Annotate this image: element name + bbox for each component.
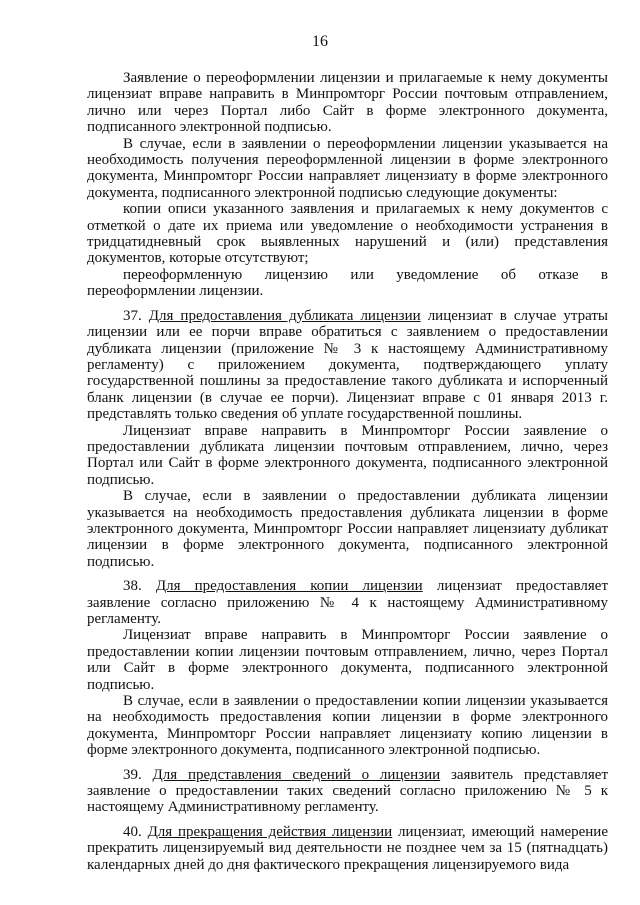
paragraph-reissue-electronic: В случае, если в заявлении о переоформлении лицензии указывается на необходимость получения переоформленной лицензии в форме электронного документа, Минпромторг России направляет лицензиату в форме электронного документа, подписанного электронной подписью следующие документы: xyxy=(87,135,608,201)
paragraph-copy-submission: Лицензиат вправе направить в Минпромторг России заявление о предоставлении копии лицензии почтовым отправлением, лично, через Портал или Сайт в форме электронного документа, подписанного электронной подписью. xyxy=(87,627,608,693)
clause-37-duplicate xyxy=(87,308,608,423)
clause-number: 37. xyxy=(123,307,142,324)
clause-heading-underlined: Для прекращения действия лицензии xyxy=(147,823,393,840)
page-number: 16 xyxy=(312,33,328,50)
clause-heading-underlined: Для представления сведений о лицензии xyxy=(152,766,441,783)
paragraph-copy-electronic: В случае, если в заявлении о предоставлении копии лицензии указывается на необходимость предоставления копии лицензии в форме электронного документа, Минпромторг России направляет лицензиату копию лицензии в форме электронного документа, подписанного электронной подписью. xyxy=(87,693,608,759)
clause-40-termination xyxy=(87,824,608,873)
paragraph-reissue-inventory-copies: копии описи указанного заявления и прилагаемых к нему документов с отметкой о дате их приема или уведомление о необходимости устранения в тридцатидневный срок выявленных нарушений и (или) представления документов, которые отсутствуют; xyxy=(87,201,608,267)
paragraph-duplicate-submission: Лицензиат вправе направить в Минпромторг России заявление о предоставлении дубликата лицензии почтовым отправлением, лично, через Портал или Сайт в форме электронного документа, подписанного электронной подписью. xyxy=(87,422,608,488)
clause-text: заявитель представляет заявление о предоставлении таких сведений согласно приложению № 5 к настоящему Административному регламенту. xyxy=(87,766,609,816)
clause-number: 40. xyxy=(123,823,142,840)
clause-39-information xyxy=(87,767,608,816)
clause-number: 39. xyxy=(123,766,142,783)
paragraph-reissue-submission: Заявление о переоформлении лицензии и прилагаемые к нему документы лицензиат вправе направить в Минпромторг России почтовым отправлением, лично или через Портал либо Сайт в форме электронного документа, подписанного электронной подписью. xyxy=(87,70,608,136)
clause-38-copy xyxy=(87,578,608,627)
document-body xyxy=(87,70,608,873)
clause-text: лицензиат, имеющий намерение прекратить лицензируемый вид деятельности не позднее чем за 15 (пятнадцать) календарных дней до дня фактического прекращения лицензируемого вида xyxy=(87,823,608,873)
paragraph-reissue-license-or-refusal: переоформленную лицензию или уведомление об отказе в переоформлении лицензии. xyxy=(87,266,608,300)
clause-heading-underlined: Для предоставления копии лицензии xyxy=(155,578,423,595)
clause-text: лицензиат предоставляет заявление согласно приложению № 4 к настоящему Административному регламенту. xyxy=(87,578,608,627)
clause-heading-underlined: Для предоставления дубликата лицензии xyxy=(148,307,421,324)
clause-text: лицензиат в случае утраты лицензии или ее порчи вправе обратиться с заявлением о предоставлении дубликата лицензии (приложение № 3 к настоящему Административному регламенту) с приложением документа, подтверждающего уплату государственной пошлины за предоставление такого дубликата и испорченный бланк лицензии (в случае ее порчи). Лицензиат вправе с 01 января 2013 г. представлять только сведения об уплате государственной пошлины. xyxy=(87,307,609,423)
paragraph-duplicate-electronic: В случае, если в заявлении о предоставлении дубликата лицензии указывается на необходимость предоставления дубликата лицензии в форме электронного документа, Минпромторг России направляет лицензиату дубликат лицензии в форме электронного документа, подписанного электронной подписью. xyxy=(87,488,608,570)
clause-number: 38. xyxy=(123,578,142,595)
